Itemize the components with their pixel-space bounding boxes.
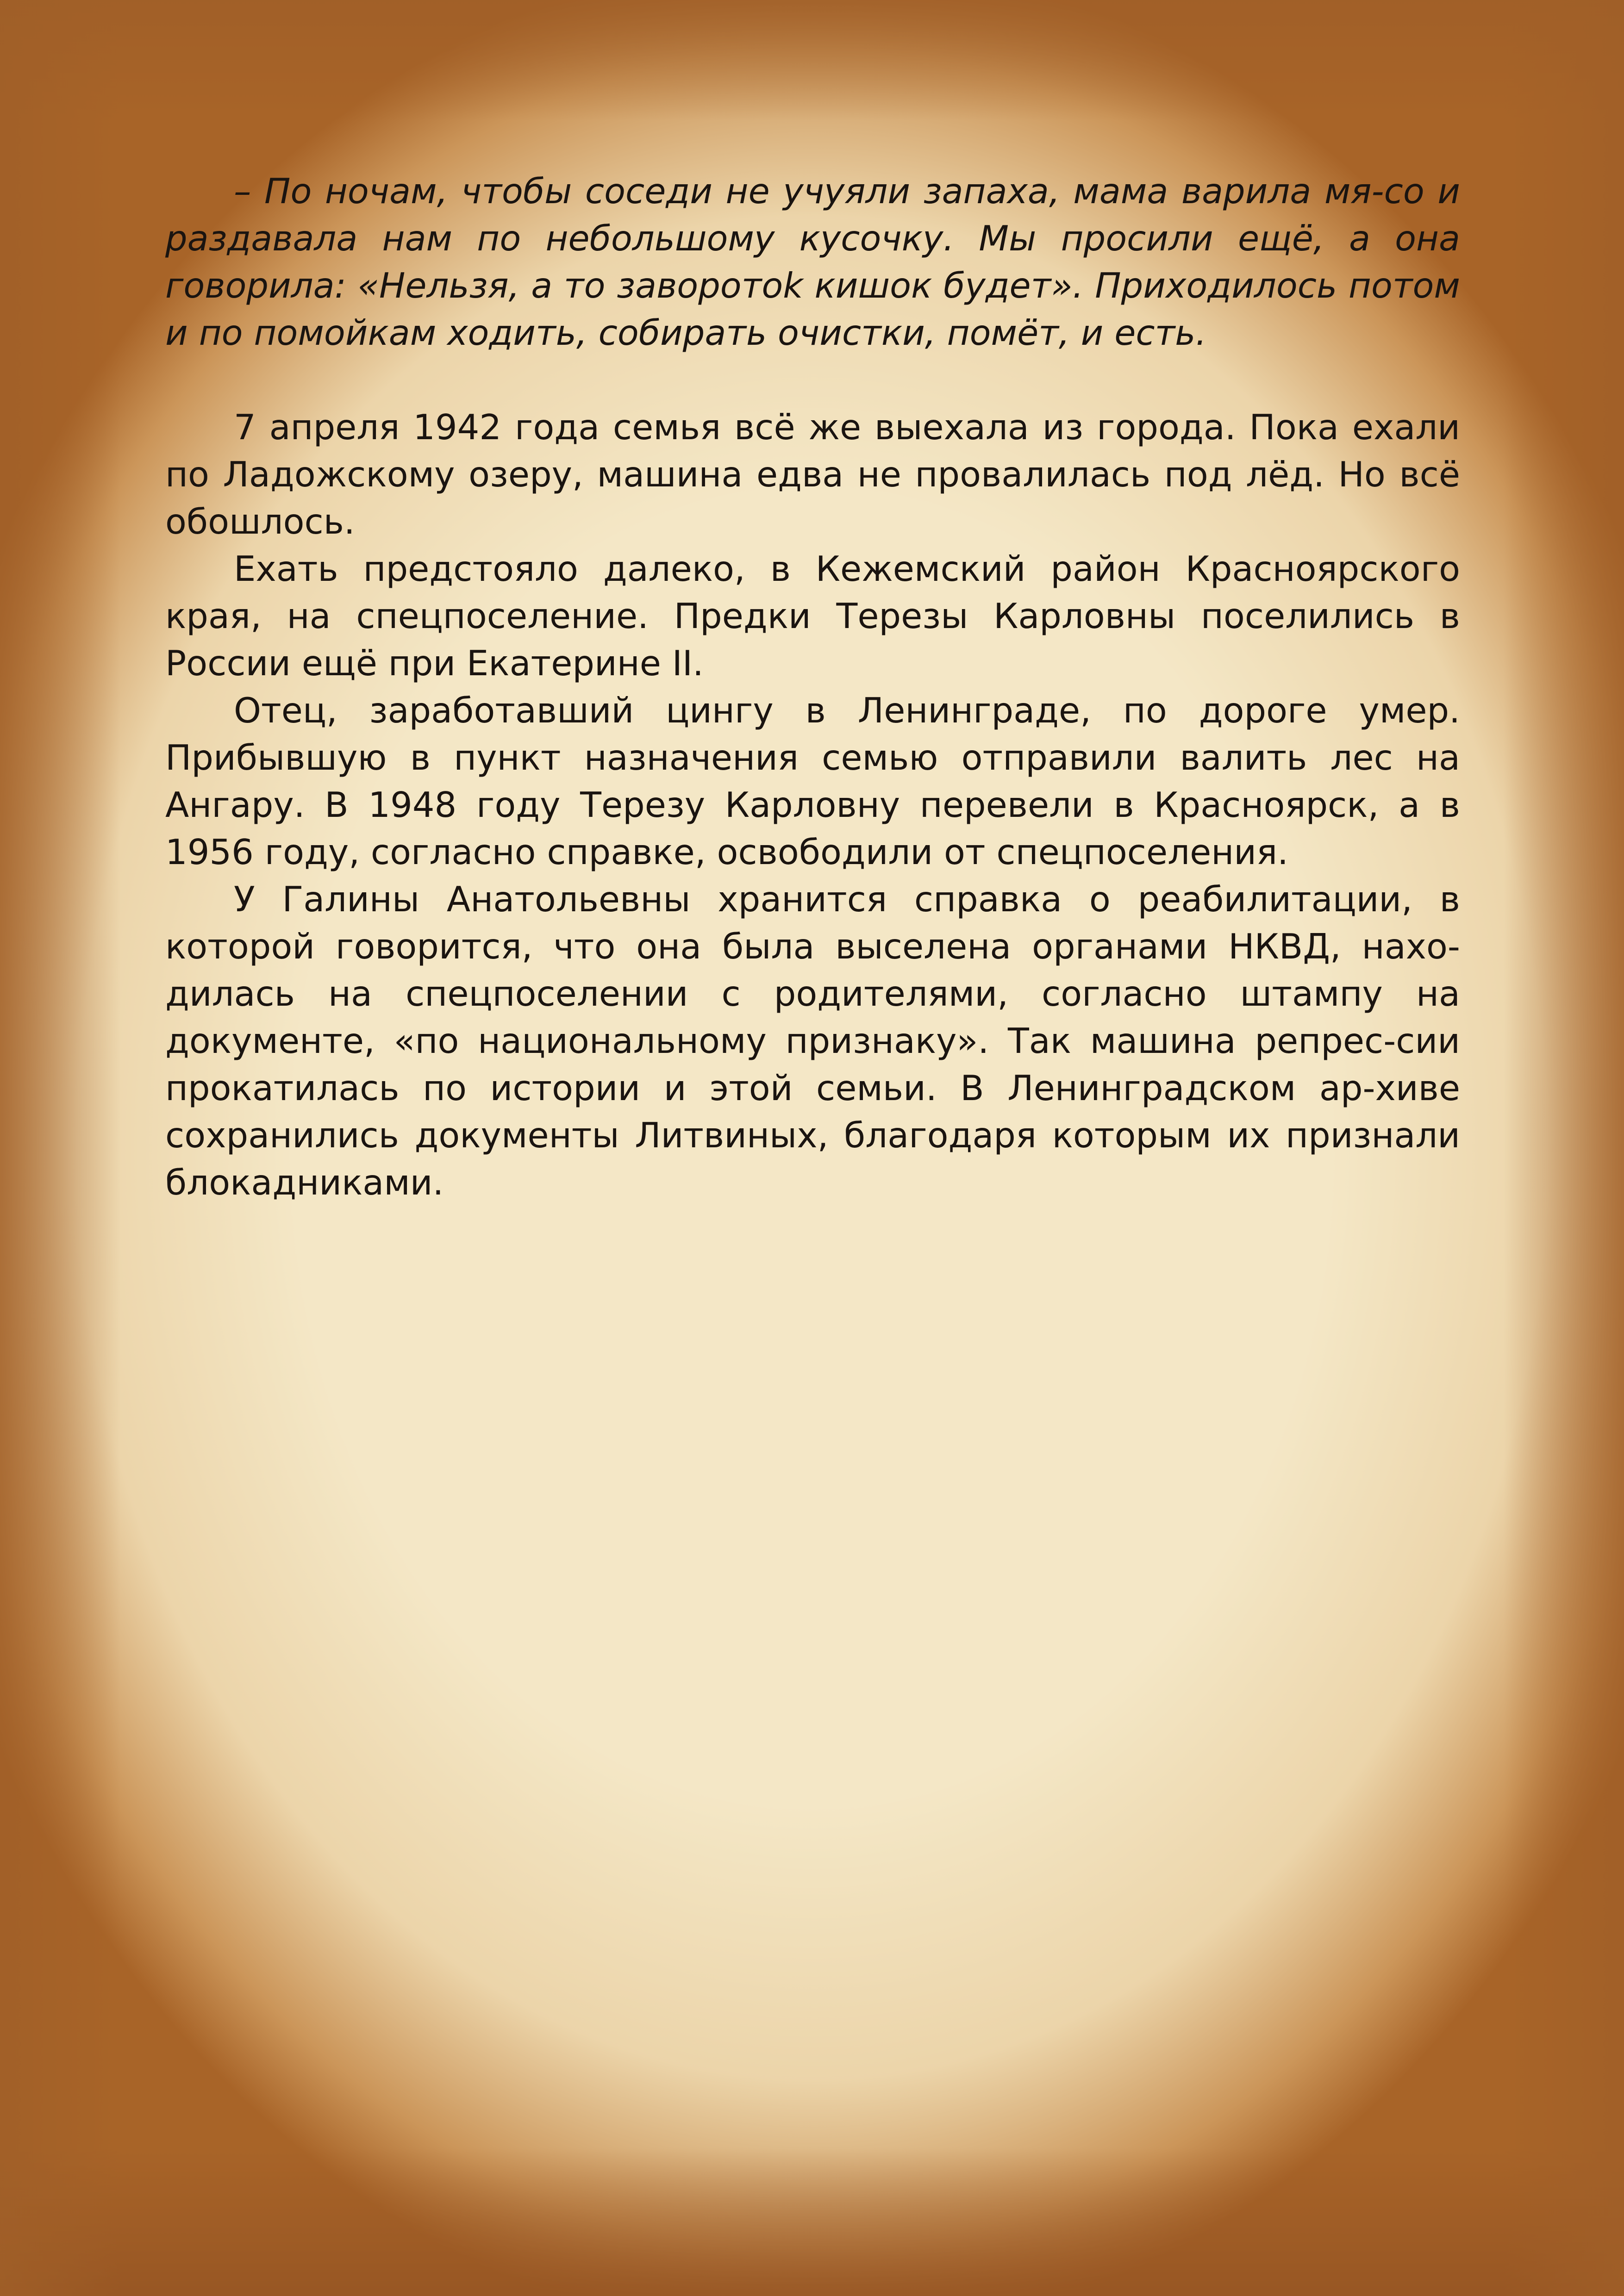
quote-paragraph: – По ночам, чтобы соседи не учуяли запаха, мама варила мя-со и раздавала нам по небольшому кусочку. Мы просили ещё, а она говорила: «Нельзя, а то заворотоk кишок будет». Приходилось потом и по помойкам ходить, собирать очистки, помёт, и есть.: [165, 171, 1460, 353]
vignette-bottom: [0, 2148, 1624, 2296]
paragraph-rehabilitation: У Галины Анатольевны хранится справка о реабилитации, в которой говорится, что она была выселена органами НКВД, нахо-дилась на спецпоселении с родителями, согласно штампу на документе, «по национальному признаку». Так машина репрес-сии прокатилась по истории и этой семьи. В Ленинградском ар-хиве сохранились документы Литвиных, благодаря которым их признали блокадниками.: [165, 879, 1460, 1203]
paragraph-departure: 7 апреля 1942 года семья всё же выехала из города. Пока ехали по Ладожскому озеру, машина едва не провалилась под лёд. Но всё обошлось.: [165, 407, 1460, 542]
paragraph-gap: [165, 356, 1460, 404]
vignette-right: [1504, 0, 1624, 2296]
vignette-top: [0, 0, 1624, 120]
paragraph-father: Отец, заработавший цингу в Ленинграде, по дороге умер. Прибывшую в пункт назначения семью отправили валить лес на Ангару. В 1948 году Терезу Карловну перевели в Красноярск, а в 1956 году, согласно справке, освободили от спецпоселения.: [165, 690, 1460, 872]
paragraph-resettlement: Ехать предстояло далеко, в Кежемский район Красноярского края, на спецпоселение. Предки Терезы Карловны поселились в России ещё при Екатерине II.: [165, 548, 1460, 684]
body-text: [165, 168, 1460, 1206]
vignette-left: [0, 0, 120, 2296]
